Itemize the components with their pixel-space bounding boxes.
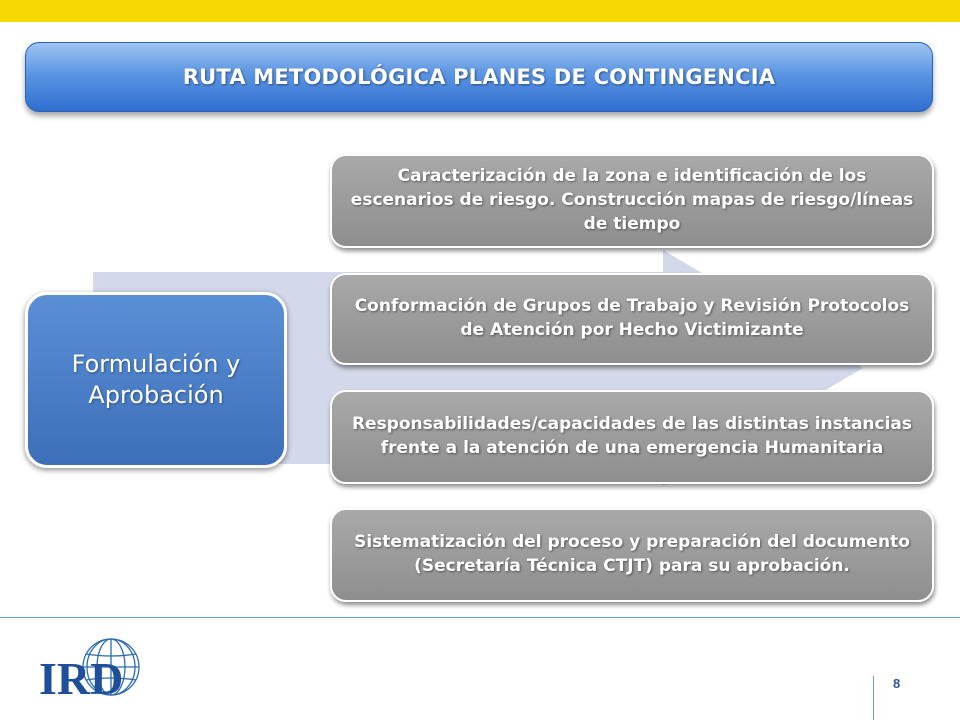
page-number: 8 <box>893 676 901 691</box>
step-text-1: Caracterización de la zona e identificación de los escenarios de riesgo. Construcción mapas de riesgo/líneas de tiempo <box>350 166 914 234</box>
phase-label-line2: Aprobación <box>88 381 224 409</box>
title-banner <box>25 42 933 112</box>
phase-label-line1: Formulación y <box>71 349 241 378</box>
top-accent-bar <box>0 0 960 22</box>
step-text-3: Responsabilidades/capacidades de las distintas instancias frente a la atención de una emergencia Humanitaria <box>351 414 913 458</box>
phase-box <box>25 292 287 468</box>
step-box-3 <box>330 390 934 484</box>
page-title: RUTA METODOLÓGICA PLANES DE CONTINGENCIA <box>182 65 776 89</box>
ird-logo <box>37 636 147 700</box>
step-text-2: Conformación de Grupos de Trabajo y Revisión Protocolos de Atención por Hecho Victimizante <box>354 296 910 340</box>
phase-label <box>72 349 241 411</box>
logo-text: IRD <box>39 653 124 700</box>
footer-divider <box>0 617 960 618</box>
step-box-1 <box>330 154 934 248</box>
step-box-2 <box>330 273 934 365</box>
page-number-divider <box>873 676 874 720</box>
step-text-4: Sistematización del proceso y preparación del documento (Secretaría Técnica CTJT) para su aprobación. <box>354 532 910 576</box>
step-box-4 <box>330 508 934 602</box>
